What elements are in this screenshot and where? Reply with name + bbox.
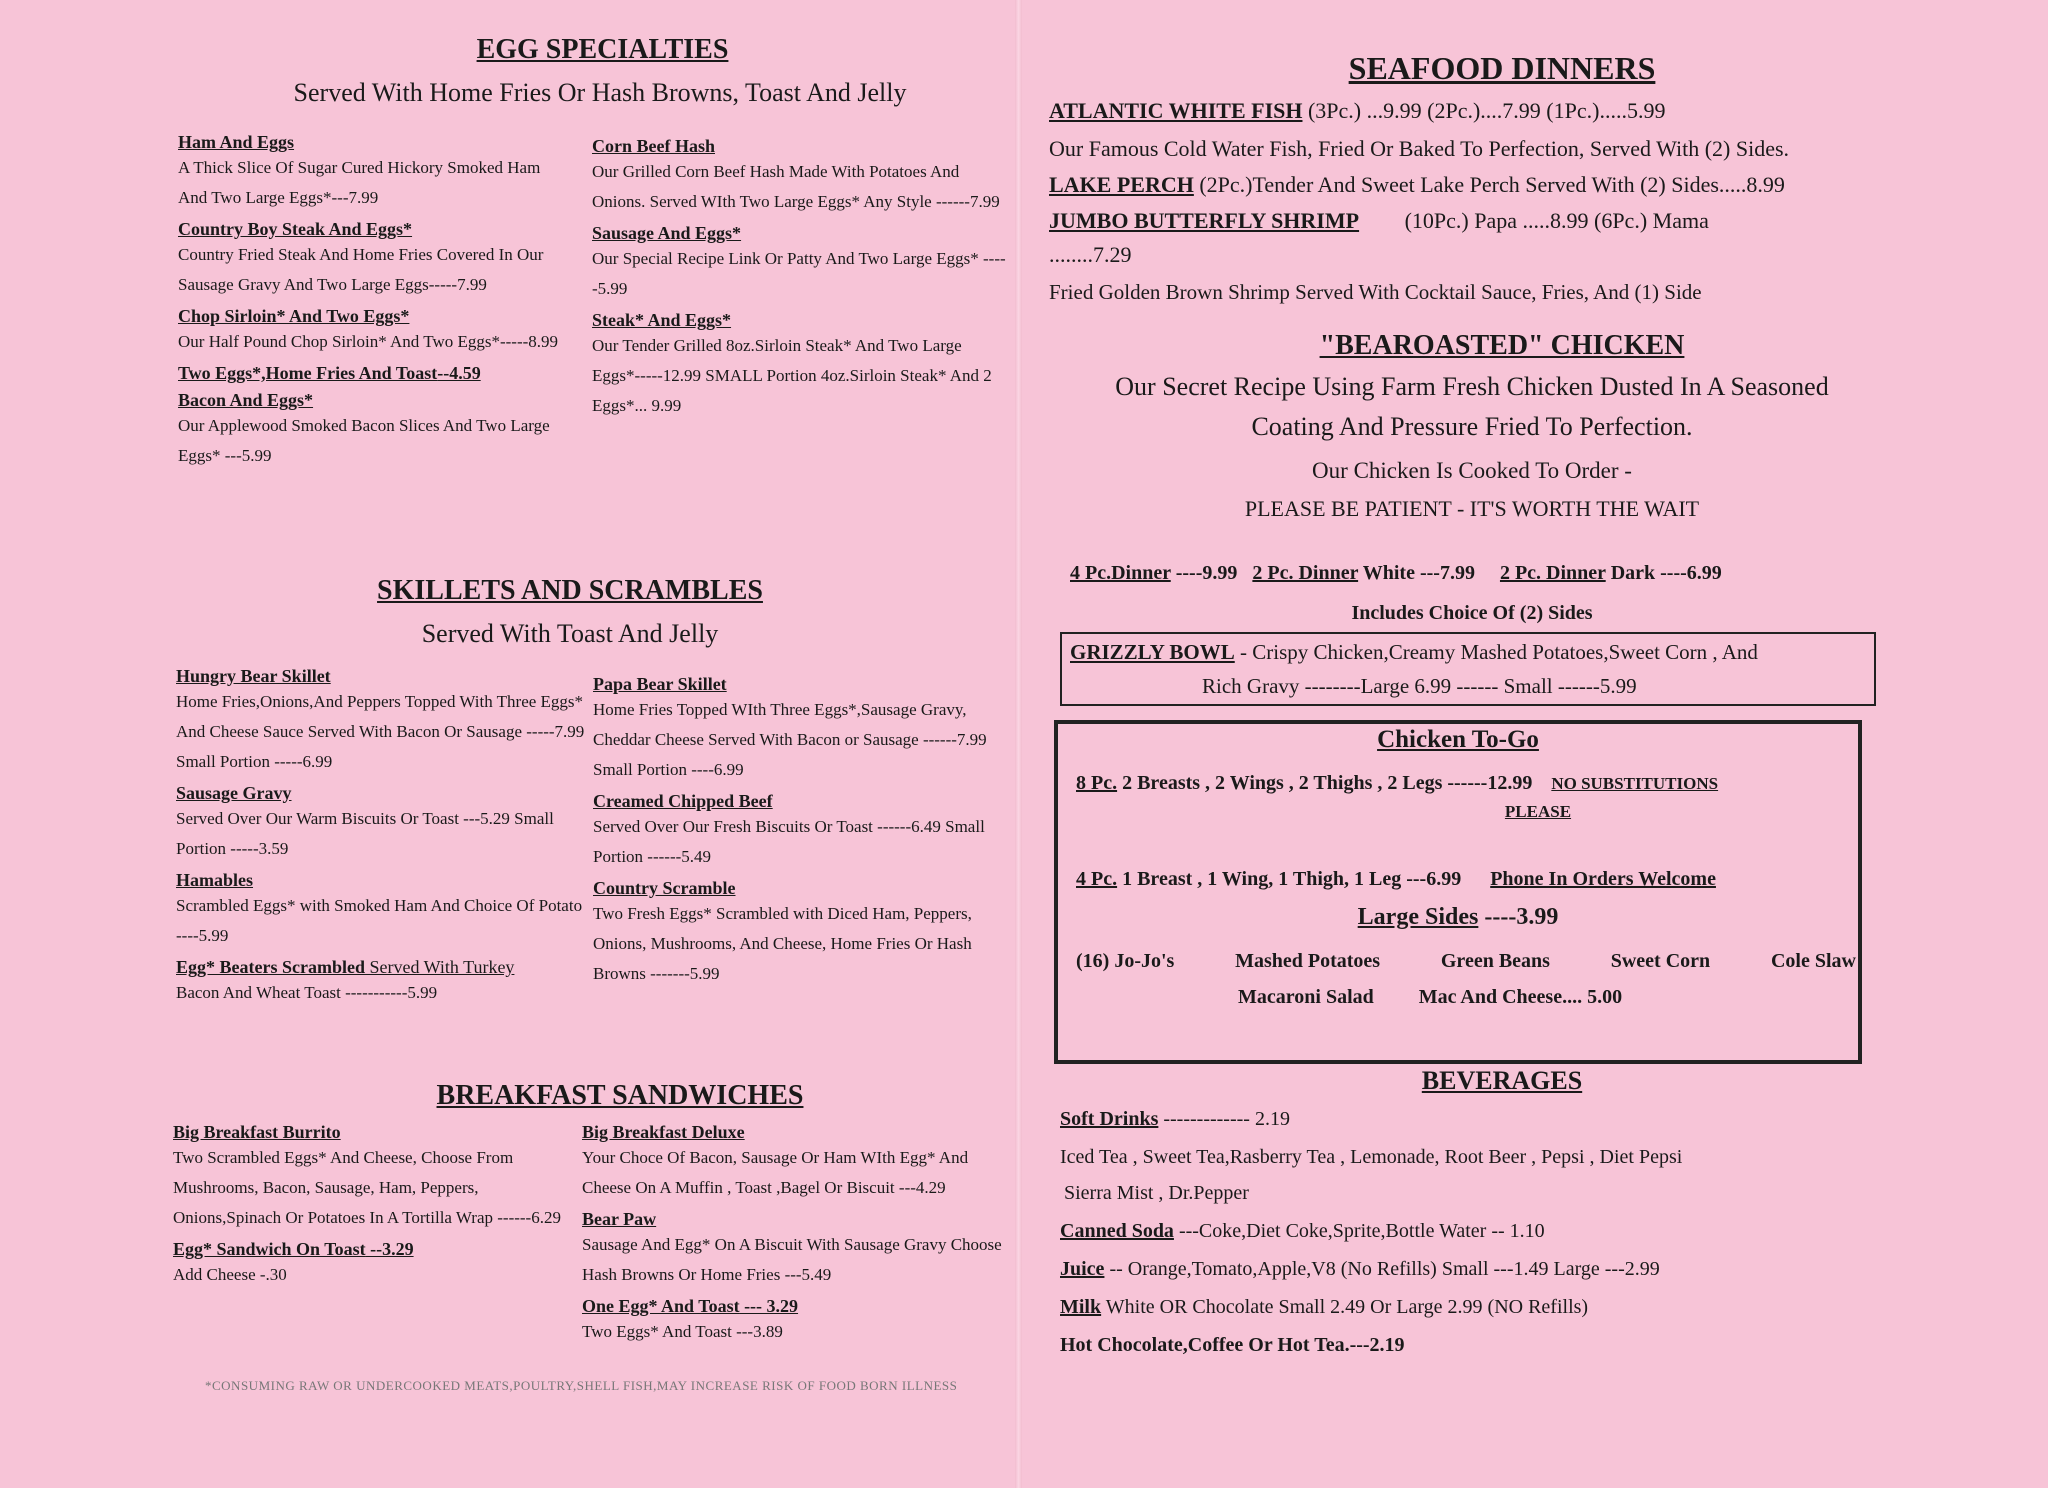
shrimp-description: Fried Golden Brown Shrimp Served With Cocktail Sauce, Fries, And (1) Side: [1049, 280, 1702, 304]
shrimp-name: JUMBO BUTTERFLY SHRIMP: [1049, 208, 1360, 233]
sides-row-1: [1076, 950, 1856, 973]
menu-item: [593, 878, 1013, 989]
chicken-to-go-box: [1054, 720, 1862, 1064]
menu-item: [176, 870, 586, 951]
side-item: Mashed Potatoes: [1235, 950, 1381, 972]
menu-item-name: Egg* Sandwich On Toast: [173, 1239, 366, 1259]
canned-soda-text: ---Coke,Diet Coke,Sprite,Bottle Water -- 1.10: [1173, 1220, 1545, 1242]
menu-item-description: Home Fries,Onions,And Peppers Topped With Three Eggs* And Cheese Sauce Served With Bacon Or Sausage -----7.99 Small Portion -----6.99: [176, 692, 585, 771]
side-item: Sweet Corn: [1610, 950, 1711, 972]
menu-item-price: --3.29: [365, 1239, 414, 1259]
menu-item-name: Chop Sirloin* And Two Eggs*: [178, 306, 410, 326]
menu-item-title: [582, 1296, 1012, 1317]
menu-item-name: Big Breakfast Deluxe: [582, 1122, 745, 1142]
grizzly-bowl-name: GRIZZLY BOWL: [1070, 640, 1235, 664]
menu-item-name: Two Eggs*,Home Fries And Toast: [178, 363, 438, 383]
menu-item-description: Our Special Recipe Link Or Patty And Two Large Eggs* -----5.99: [592, 249, 1006, 298]
side-item: Cole Slaw: [1770, 950, 1856, 972]
egg-specialties-title: EGG SPECIALTIES: [476, 34, 729, 65]
menu-item-description: Our Grilled Corn Beef Hash Made With Potatoes And Onions. Served WIth Two Large Eggs* Any Style ------7.99: [592, 162, 1000, 211]
menu-item-description: Your Choce Of Bacon, Sausage Or Ham WIth Egg* And Cheese On A Muffin , Toast ,Bagel Or Biscuit ---4.29: [582, 1148, 969, 1197]
lake-perch-name: LAKE PERCH: [1049, 172, 1194, 197]
menu-item: [173, 1122, 573, 1233]
chicken-to-go-title: Chicken To-Go: [1377, 726, 1539, 753]
menu-item: [592, 310, 1012, 421]
side-item: Green Beans: [1440, 950, 1550, 972]
menu-item-description: Our Half Pound Chop Sirloin* And Two Eggs*-----8.99: [178, 332, 559, 351]
menu-item-name: Sausage And Eggs*: [592, 223, 742, 243]
skillets-title: SKILLETS AND SCRAMBLES: [377, 575, 763, 606]
grizzly-bowl-description: - Crispy Chicken,Creamy Mashed Potatoes,Sweet Corn , And: [1234, 640, 1758, 664]
menu-item-name: Bacon And Eggs*: [178, 390, 314, 410]
menu-item: [176, 783, 586, 864]
menu-item-title: [592, 310, 1012, 331]
menu-item-description: Country Fried Steak And Home Fries Covered In Our Sausage Gravy And Two Large Eggs-----7.99: [178, 245, 544, 294]
togo-4pc-line: [1076, 868, 1716, 891]
grizzly-bowl-box: [1060, 632, 1876, 706]
menu-item-name: Bear Paw: [582, 1209, 657, 1229]
lake-perch-description: (2Pc.)Tender And Sweet Lake Perch Served With (2) Sides.....8.99: [1199, 172, 1785, 197]
menu-item-title: [582, 1209, 1012, 1230]
menu-item-description: Served Over Our Warm Biscuits Or Toast ---5.29 Small Portion -----3.59: [176, 809, 554, 858]
chicken-description-2: Coating And Pressure Fried To Perfection.: [1251, 412, 1693, 441]
menu-item-name: One Egg* And Toast: [582, 1296, 740, 1316]
lake-perch-line: [1049, 172, 1785, 198]
menu-item: [178, 132, 568, 213]
menu-item-name: Big Breakfast Burrito: [173, 1122, 341, 1142]
togo-8pc-label: 8 Pc.: [1076, 772, 1118, 794]
dinner-includes: Includes Choice Of (2) Sides: [1351, 602, 1593, 624]
menu-item-name: Egg* Beaters Scrambled: [176, 957, 365, 977]
side-item: Mac And Cheese.... 5.00: [1418, 986, 1623, 1008]
dinner-4pc-label: 4 Pc.Dinner: [1070, 562, 1171, 584]
skillets-right-column: [593, 668, 1013, 989]
menu-item-title: [173, 1122, 573, 1143]
sandwiches-left-column: [173, 1116, 573, 1290]
atlantic-white-fish-prices: (3Pc.) ...9.99 (2Pc.)....7.99 (1Pc.).....5.99: [1307, 98, 1666, 123]
food-safety-disclaimer: *CONSUMING RAW OR UNDERCOOKED MEATS,POULTRY,SHELL FISH,MAY INCREASE RISK OF FOOD BORN ILLNESS: [205, 1378, 958, 1393]
sandwiches-title: BREAKFAST SANDWICHES: [436, 1080, 804, 1111]
side-item: Macaroni Salad: [1238, 986, 1374, 1008]
skillets-subtitle: Served With Toast And Jelly: [421, 619, 719, 648]
menu-item-title: [176, 957, 586, 978]
menu-item-description: Home Fries Topped WIth Three Eggs*,Sausage Gravy, Cheddar Cheese Served With Bacon or Sausage ------7.99 Small Portion ----6.99: [593, 700, 987, 779]
shrimp-line: [1049, 208, 1709, 234]
dinner-2pc-dark-label: 2 Pc. Dinner: [1499, 562, 1606, 584]
menu-item-description: Two Scrambled Eggs* And Cheese, Choose From Mushrooms, Bacon, Sausage, Ham, Peppers, Onions,Spinach Or Potatoes In A Tortilla Wrap ------6.29: [173, 1148, 561, 1227]
sides-row-2: [1238, 986, 1622, 1009]
menu-item-title: [178, 132, 568, 153]
menu-item-name: Hamables: [176, 870, 254, 890]
grizzly-bowl-line-1: [1070, 640, 1758, 665]
milk-text: White OR Chocolate Small 2.49 Or Large 2.99 (NO Refills): [1101, 1296, 1589, 1318]
menu-item-description: Scrambled Eggs* with Smoked Ham And Choice Of Potato ----5.99: [176, 896, 583, 945]
left-page: [0, 0, 1015, 1488]
canned-soda-label: Canned Soda: [1060, 1220, 1174, 1242]
menu-item-price: --4.59: [437, 363, 481, 383]
atlantic-white-fish-line: [1049, 98, 1665, 124]
menu-item-title: [593, 791, 1013, 812]
menu-item-title: [592, 136, 1012, 157]
juice-label: Juice: [1060, 1258, 1105, 1280]
menu-item-title: [176, 783, 586, 804]
skillets-left-column: [176, 660, 586, 1008]
seafood-title: SEAFOOD DINNERS: [1348, 50, 1656, 86]
menu-item-name: Country Boy Steak And Eggs*: [178, 219, 413, 239]
egg-left-column: [178, 126, 568, 471]
menu-item-price: --- 3.29: [739, 1296, 799, 1316]
soft-drinks-list-1: Iced Tea , Sweet Tea,Rasberry Tea , Lemonade, Root Beer , Pepsi , Diet Pepsi: [1060, 1146, 1683, 1168]
menu-item-title: [178, 306, 568, 327]
milk-line: [1060, 1296, 1588, 1319]
menu-item-title: [178, 390, 568, 411]
juice-line: [1060, 1258, 1660, 1281]
menu-item-description: A Thick Slice Of Sugar Cured Hickory Smoked Ham And Two Large Eggs*---7.99: [178, 158, 541, 207]
egg-right-column: [592, 130, 1012, 421]
menu-item: [178, 363, 568, 384]
soft-drinks-list-2: Sierra Mist , Dr.Pepper: [1064, 1182, 1249, 1204]
atlantic-white-fish-name: ATLANTIC WHITE FISH: [1049, 98, 1303, 123]
togo-8pc-line: [1076, 772, 1718, 795]
menu-item: [592, 136, 1012, 217]
large-sides-label: Large Sides: [1357, 904, 1479, 930]
menu-item-title: [173, 1239, 573, 1260]
menu-item-description: Two Eggs* And Toast ---3.89: [582, 1322, 783, 1341]
togo-4pc-label: 4 Pc.: [1076, 868, 1118, 890]
menu-item: [178, 390, 568, 471]
side-item: (16) Jo-Jo's: [1076, 950, 1175, 972]
sandwiches-right-column: [582, 1116, 1012, 1347]
right-page: [1022, 0, 2048, 1488]
no-substitutions: NO SUBSTITUTIONS: [1551, 774, 1719, 793]
menu-item-name: Papa Bear Skillet: [593, 674, 727, 694]
chicken-title: "BEAROASTED" CHICKEN: [1319, 330, 1685, 361]
menu-item: [178, 306, 568, 357]
menu-item: [582, 1296, 1012, 1347]
chicken-description-4: PLEASE BE PATIENT - IT'S WORTH THE WAIT: [1244, 496, 1700, 521]
chicken-dinners-line: [1070, 562, 1722, 585]
large-sides-price: ----3.99: [1478, 904, 1559, 930]
menu-item-description: Our Tender Grilled 8oz.Sirloin Steak* And Two Large Eggs*-----12.99 SMALL Portion 4oz.Sirloin Steak* And 2 Eggs*... 9.99: [592, 336, 992, 415]
menu-item-price: Served With Turkey: [364, 957, 515, 977]
egg-specialties-subtitle: Served With Home Fries Or Hash Browns, Toast And Jelly: [293, 78, 907, 107]
togo-8pc-text: 2 Breasts , 2 Wings , 2 Thighs , 2 Legs ------12.99: [1117, 772, 1533, 794]
menu-item: [592, 223, 1012, 304]
soft-drinks-label: Soft Drinks: [1060, 1108, 1159, 1130]
menu-item-title: [178, 219, 568, 240]
dinner-2pc-white-label: 2 Pc. Dinner: [1252, 562, 1359, 584]
grizzly-bowl-prices: Rich Gravy --------Large 6.99 ------ Small ------5.99: [1202, 674, 1637, 698]
hot-drinks-line: Hot Chocolate,Coffee Or Hot Tea.---2.19: [1060, 1334, 1405, 1356]
chicken-description-3: Our Chicken Is Cooked To Order -: [1312, 458, 1632, 483]
menu-item: [593, 674, 1013, 785]
shrimp-prices-continued: ........7.29: [1049, 242, 1132, 267]
beverages-title: BEVERAGES: [1421, 1066, 1583, 1095]
menu-item-name: Country Scramble: [593, 878, 736, 898]
menu-item: [173, 1239, 573, 1290]
menu-item-name: Steak* And Eggs*: [592, 310, 732, 330]
menu-item-title: [178, 363, 568, 384]
menu-item-description: Our Applewood Smoked Bacon Slices And Two Large Eggs* ---5.99: [178, 416, 550, 465]
menu-item: [582, 1209, 1012, 1290]
phone-orders-welcome: Phone In Orders Welcome: [1490, 868, 1716, 890]
shrimp-prices: (10Pc.) Papa .....8.99 (6Pc.) Mama: [1404, 208, 1709, 233]
dinner-2pc-dark-price: Dark ----6.99: [1605, 562, 1722, 584]
menu-item-name: Hungry Bear Skillet: [176, 666, 331, 686]
menu-item: [582, 1122, 1012, 1203]
menu-item-description: Sausage And Egg* On A Biscuit With Sausage Gravy Choose Hash Browns Or Home Fries ---5.49: [582, 1235, 1002, 1284]
menu-item-description: Add Cheese -.30: [173, 1265, 287, 1284]
dinner-4pc-price: ----9.99: [1170, 562, 1238, 584]
large-sides-line: [1058, 904, 1858, 931]
menu-item-title: [582, 1122, 1012, 1143]
menu-item-name: Ham And Eggs: [178, 132, 295, 152]
menu-item-title: [176, 870, 586, 891]
menu-item-description: Two Fresh Eggs* Scrambled with Diced Ham, Peppers, Onions, Mushrooms, And Cheese, Home Fries Or Hash Browns -------5.99: [593, 904, 972, 983]
juice-text: -- Orange,Tomato,Apple,V8 (No Refills) Small ---1.49 Large ---2.99: [1104, 1258, 1660, 1280]
chicken-description-1: Our Secret Recipe Using Farm Fresh Chicken Dusted In A Seasoned: [1115, 372, 1829, 401]
togo-4pc-text: 1 Breast , 1 Wing, 1 Thigh, 1 Leg ---6.99: [1117, 868, 1462, 890]
menu-item: [176, 957, 586, 1008]
menu-item-name: Sausage Gravy: [176, 783, 292, 803]
menu-item-title: [593, 878, 1013, 899]
dinner-2pc-white-price: White ---7.99: [1358, 562, 1475, 584]
menu-item-title: [592, 223, 1012, 244]
menu-item: [178, 219, 568, 300]
canned-soda-line: [1060, 1220, 1545, 1243]
menu-item-name: Creamed Chipped Beef: [593, 791, 773, 811]
menu-item: [593, 791, 1013, 872]
soft-drinks-price: ------------- 2.19: [1158, 1108, 1290, 1130]
soft-drinks-line: [1060, 1108, 1290, 1131]
menu-item-title: [593, 674, 1013, 695]
milk-label: Milk: [1060, 1296, 1102, 1318]
menu-item-name: Corn Beef Hash: [592, 136, 715, 156]
menu-item-title: [176, 666, 586, 687]
no-substitutions-please: PLEASE: [1504, 802, 1572, 821]
menu-item: [176, 666, 586, 777]
menu-item-description: Bacon And Wheat Toast -----------5.99: [176, 983, 438, 1002]
page-fold: [1015, 0, 1022, 1488]
atlantic-white-fish-description: Our Famous Cold Water Fish, Fried Or Baked To Perfection, Served With (2) Sides.: [1049, 136, 1790, 161]
menu-item-description: Served Over Our Fresh Biscuits Or Toast ------6.49 Small Portion ------5.49: [593, 817, 985, 866]
